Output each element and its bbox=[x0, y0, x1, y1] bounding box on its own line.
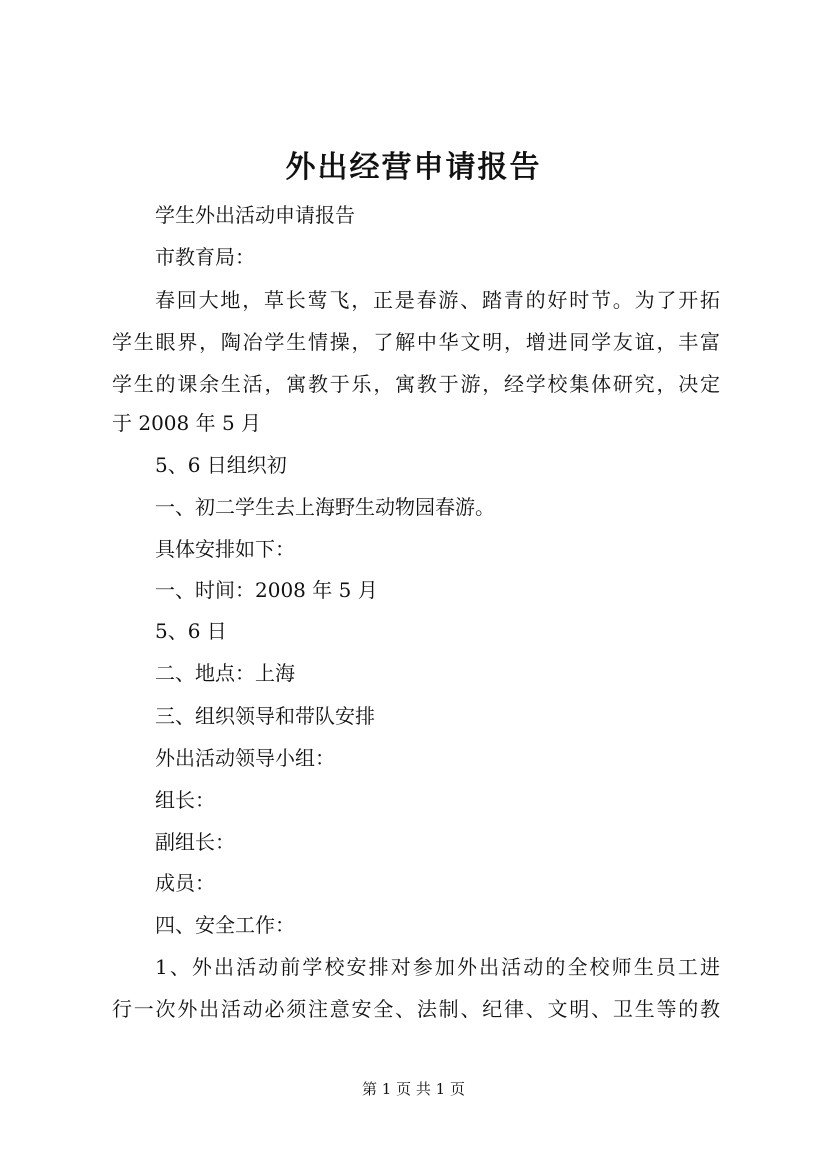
document-title: 外出经营申请报告 bbox=[285, 150, 542, 185]
members-line: 成员： bbox=[155, 871, 215, 895]
date-line: 5、6 日组织初 bbox=[155, 453, 287, 477]
subtitle: 学生外出活动申请报告 bbox=[155, 203, 355, 227]
grade-line: 一、初二学生去上海野生动物园春游。 bbox=[155, 495, 495, 519]
addressee: 市教育局： bbox=[155, 245, 255, 269]
paragraph-line: 春回大地，草长莺飞，正是春游、踏青的好时节。为了开拓 bbox=[155, 288, 720, 312]
place-line: 二、地点：上海 bbox=[155, 661, 295, 685]
leader-line: 组长： bbox=[155, 788, 215, 812]
time-line-continued: 5、6 日 bbox=[155, 619, 227, 643]
vice-leader-line: 副组长： bbox=[155, 830, 235, 854]
paragraph-line: 行一次外出活动必须注意安全、法制、纪律、文明、卫生等的教 bbox=[112, 997, 720, 1021]
time-line: 一、时间：2008 年 5 月 bbox=[155, 578, 378, 602]
arrangement-intro: 具体安排如下： bbox=[155, 537, 295, 561]
safety-heading: 四、安全工作： bbox=[155, 913, 295, 937]
group-heading: 外出活动领导小组： bbox=[155, 746, 335, 770]
paragraph-line: 于 2008 年 5 月 bbox=[112, 411, 262, 435]
org-heading: 三、组织领导和带队安排 bbox=[155, 704, 375, 728]
page-footer: 第 1 页 共 1 页 bbox=[362, 1080, 465, 1098]
paragraph-line: 学生的课余生活，寓教于乐，寓教于游，经学校集体研究，决定 bbox=[112, 372, 720, 396]
paragraph-line: 学生眼界，陶冶学生情操，了解中华文明，增进同学友谊，丰富 bbox=[112, 330, 720, 354]
paragraph-line: 1、外出活动前学校安排对参加外出活动的全校师生员工进 bbox=[155, 955, 720, 979]
